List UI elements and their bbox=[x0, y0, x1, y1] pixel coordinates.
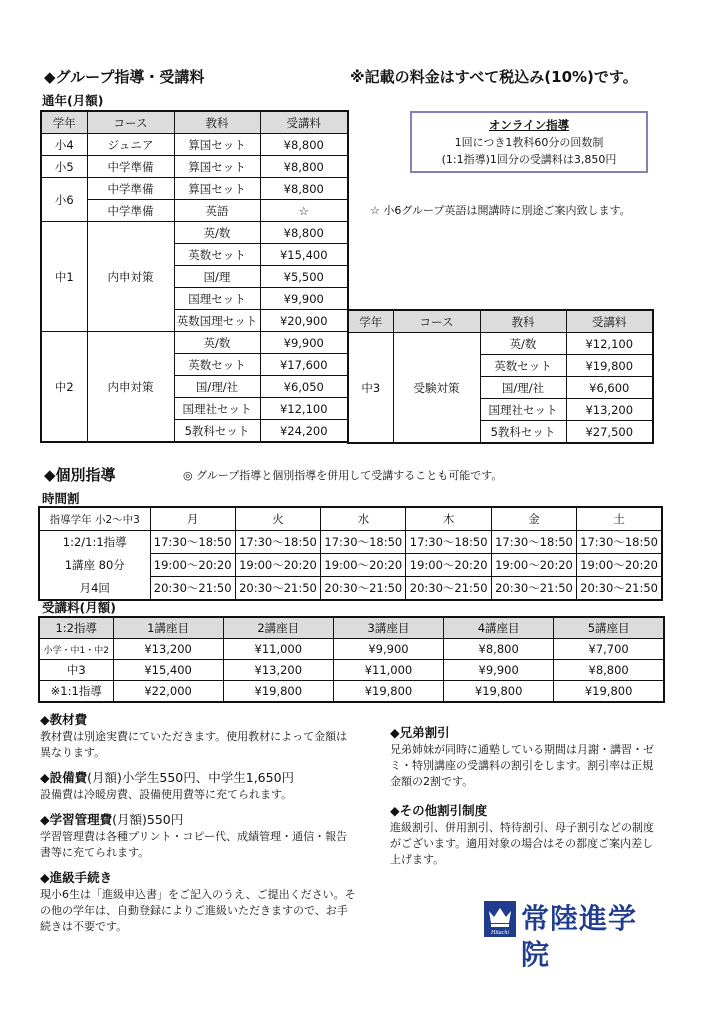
online-info-box bbox=[410, 111, 648, 173]
fee-cell: ¥8,800 bbox=[444, 639, 554, 660]
group-section-title: ◆グループ指導・受講料 bbox=[44, 68, 205, 86]
fee-cell: ¥19,800 bbox=[333, 681, 443, 703]
timetable-grade-header: 指導学年 小2〜中3 bbox=[39, 507, 150, 531]
table-header-row bbox=[41, 111, 348, 134]
day-cell: 水 bbox=[321, 507, 406, 531]
sibling-title: ◆兄弟割引 bbox=[390, 725, 450, 740]
other-discount-body: 進級割引、併用割引、特待割引、母子割引などの制度がございます。適用対象の場合はその都度ご案内差し上げます。 bbox=[390, 821, 654, 866]
subject-cell: 英/数 bbox=[480, 333, 566, 355]
tax-note: ※記載の料金はすべて税込み(10%)です。 bbox=[350, 68, 638, 86]
group-fee-table bbox=[40, 110, 349, 443]
slot-cell: 17:30〜18:50 bbox=[321, 531, 406, 554]
emblem-text: Hitachi bbox=[491, 930, 509, 936]
grade-cell: 小4 bbox=[41, 134, 87, 156]
price-cell: ¥5,500 bbox=[260, 266, 348, 288]
header-grade: 学年 bbox=[348, 310, 393, 333]
facility-title-rest: (月額)小学生550円、中学生1,650円 bbox=[87, 770, 295, 785]
info-cell: 1:2/1:1指導 bbox=[39, 531, 150, 554]
slot-cell: 17:30〜18:50 bbox=[406, 531, 491, 554]
day-cell: 土 bbox=[577, 507, 662, 531]
timetable-title: 時間割 bbox=[42, 491, 80, 506]
header-course: コース bbox=[393, 310, 480, 333]
online-line-1: 1回につき1教科60分の回数制 bbox=[454, 136, 604, 149]
fee-cell: ¥7,700 bbox=[554, 639, 664, 660]
course-cell: 内申対策 bbox=[87, 222, 174, 332]
fee-cell: ¥11,000 bbox=[333, 660, 443, 681]
slot-cell: 17:30〜18:50 bbox=[235, 531, 320, 554]
promotion-note bbox=[40, 869, 358, 935]
group-subtitle: 通年(月額) bbox=[42, 93, 104, 108]
price-cell: ¥8,800 bbox=[260, 134, 348, 156]
price-cell: ¥12,100 bbox=[260, 398, 348, 420]
day-cell: 月 bbox=[150, 507, 235, 531]
header-grade: 学年 bbox=[41, 111, 87, 134]
course-cell: 中学準備 bbox=[87, 200, 174, 222]
sibling-note bbox=[390, 724, 662, 790]
fee-header-cell: 4講座目 bbox=[444, 617, 554, 639]
subject-cell: 英数セット bbox=[480, 355, 566, 377]
slot-cell: 20:30〜21:50 bbox=[491, 577, 576, 601]
combo-note: ◎ グループ指導と個別指導を併用して受講することも可能です。 bbox=[183, 469, 503, 482]
price-cell: ¥9,900 bbox=[260, 332, 348, 354]
table-row bbox=[41, 134, 348, 156]
fee-cell: ¥13,200 bbox=[223, 660, 333, 681]
price-cell: ¥15,400 bbox=[260, 244, 348, 266]
subject-cell: 算国セット bbox=[174, 156, 260, 178]
logo-text: 常陸進学院 bbox=[521, 902, 638, 971]
management-note bbox=[40, 811, 358, 861]
fee-row-label: 中3 bbox=[39, 660, 113, 681]
subject-cell: 国理社セット bbox=[174, 398, 260, 420]
slot-cell: 17:30〜18:50 bbox=[150, 531, 235, 554]
sibling-body: 兄弟姉妹が同時に通塾している期間は月謝・講習・ゼミ・特別講座の受講料の割引をします。割引率は正規金額の2割です。 bbox=[390, 743, 654, 788]
slot-cell: 20:30〜21:50 bbox=[577, 577, 662, 601]
price-cell: ¥12,100 bbox=[566, 333, 653, 355]
facility-body: 設備費は冷暖房費、設備使用費等に充てられます。 bbox=[40, 788, 293, 801]
subject-cell: 英数セット bbox=[174, 354, 260, 376]
fee-row bbox=[39, 639, 664, 660]
table-header-row bbox=[348, 310, 653, 333]
table-row bbox=[348, 333, 653, 355]
timetable-row bbox=[39, 531, 662, 554]
subject-cell: 国/理/社 bbox=[174, 376, 260, 398]
individual-section-title: ◆個別指導 bbox=[44, 466, 116, 484]
fee-cell: ¥19,800 bbox=[554, 681, 664, 703]
slot-cell: 19:00〜20:20 bbox=[321, 554, 406, 577]
price-cell: ¥20,900 bbox=[260, 310, 348, 332]
grade-cell: 小6 bbox=[41, 178, 87, 222]
slot-cell: 19:00〜20:20 bbox=[235, 554, 320, 577]
course-cell: 受験対策 bbox=[393, 333, 480, 444]
other-discount-title: ◆その他割引制度 bbox=[390, 803, 488, 818]
subject-cell: 英数セット bbox=[174, 244, 260, 266]
online-line-2: (1:1指導)1回分の受講料は3,850円 bbox=[441, 153, 617, 166]
fee-row bbox=[39, 660, 664, 681]
individual-fee-table bbox=[38, 616, 665, 703]
management-title-rest: (月額)550円 bbox=[112, 812, 184, 827]
slot-cell: 17:30〜18:50 bbox=[491, 531, 576, 554]
timetable-row bbox=[39, 577, 662, 601]
info-cell: 1講座 80分 bbox=[39, 554, 150, 577]
price-cell: ¥9,900 bbox=[260, 288, 348, 310]
price-cell: ¥19,800 bbox=[566, 355, 653, 377]
fee-cell: ¥9,900 bbox=[333, 639, 443, 660]
subject-cell: 英/数 bbox=[174, 222, 260, 244]
group-fee-table-c3 bbox=[347, 309, 654, 444]
fee-cell: ¥19,800 bbox=[444, 681, 554, 703]
price-cell: ¥6,600 bbox=[566, 377, 653, 399]
slot-cell: 20:30〜21:50 bbox=[406, 577, 491, 601]
price-cell: ¥27,500 bbox=[566, 421, 653, 444]
table-row bbox=[41, 156, 348, 178]
facility-note bbox=[40, 769, 358, 803]
fee-cell: ¥11,000 bbox=[223, 639, 333, 660]
fee-row-label: ※1:1指導 bbox=[39, 681, 113, 703]
price-cell: ¥6,050 bbox=[260, 376, 348, 398]
slot-cell: 20:30〜21:50 bbox=[321, 577, 406, 601]
timetable bbox=[38, 506, 663, 601]
header-course: コース bbox=[87, 111, 174, 134]
slot-cell: 19:00〜20:20 bbox=[150, 554, 235, 577]
management-title-line bbox=[40, 811, 358, 829]
table-row bbox=[41, 332, 348, 354]
grade-cell: 中3 bbox=[348, 333, 393, 444]
fee-header-cell: 1:2指導 bbox=[39, 617, 113, 639]
management-body: 学習管理費は各種プリント・コピー代、成績管理・通信・報告書等に充てられます。 bbox=[40, 830, 348, 859]
subject-cell: 国理社セット bbox=[480, 399, 566, 421]
course-cell: 中学準備 bbox=[87, 156, 174, 178]
subject-cell: 国/理 bbox=[174, 266, 260, 288]
fee-row bbox=[39, 681, 664, 703]
price-cell: ¥17,600 bbox=[260, 354, 348, 376]
fee-title: 受講料(月額) bbox=[42, 600, 116, 615]
course-cell: ジュニア bbox=[87, 134, 174, 156]
grade-cell: 小5 bbox=[41, 156, 87, 178]
fee-row-label: 小学・中1・中2 bbox=[39, 639, 113, 660]
grade-cell: 中1 bbox=[41, 222, 87, 332]
timetable-header-row bbox=[39, 507, 662, 531]
notes-right bbox=[390, 724, 662, 868]
course-cell: 中学準備 bbox=[87, 178, 174, 200]
header-price: 受講料 bbox=[260, 111, 348, 134]
facility-title-line bbox=[40, 769, 358, 787]
fee-header-cell: 2講座目 bbox=[223, 617, 333, 639]
table-row bbox=[41, 178, 348, 200]
header-subject: 教科 bbox=[174, 111, 260, 134]
price-cell: ¥8,800 bbox=[260, 222, 348, 244]
price-cell: ¥24,200 bbox=[260, 420, 348, 443]
slot-cell: 20:30〜21:50 bbox=[235, 577, 320, 601]
subject-cell: 英語 bbox=[174, 200, 260, 222]
price-cell: ¥13,200 bbox=[566, 399, 653, 421]
subject-cell: 5教科セット bbox=[174, 420, 260, 443]
crown-emblem-icon bbox=[483, 900, 517, 938]
slot-cell: 19:00〜20:20 bbox=[406, 554, 491, 577]
fee-cell: ¥15,400 bbox=[113, 660, 223, 681]
material-body: 教材費は別途実費にていただきます。使用教材によって金額は異なります。 bbox=[40, 730, 348, 759]
slot-cell: 20:30〜21:50 bbox=[150, 577, 235, 601]
timetable-row bbox=[39, 554, 662, 577]
other-discount-note bbox=[390, 802, 662, 868]
slot-cell: 19:00〜20:20 bbox=[491, 554, 576, 577]
table-row bbox=[41, 200, 348, 222]
management-title: ◆学習管理費 bbox=[40, 812, 113, 827]
facility-title: ◆設備費 bbox=[40, 770, 88, 785]
day-cell: 火 bbox=[235, 507, 320, 531]
subject-cell: 英数国理セット bbox=[174, 310, 260, 332]
online-title: オンライン指導 bbox=[488, 118, 570, 132]
subject-cell: 算国セット bbox=[174, 134, 260, 156]
price-cell: ¥8,800 bbox=[260, 178, 348, 200]
material-note bbox=[40, 711, 358, 761]
price-cell: ☆ bbox=[260, 200, 348, 222]
fee-header-cell: 3講座目 bbox=[333, 617, 443, 639]
day-cell: 金 bbox=[491, 507, 576, 531]
price-cell: ¥8,800 bbox=[260, 156, 348, 178]
subject-cell: 英/数 bbox=[174, 332, 260, 354]
school-logo bbox=[483, 899, 663, 971]
fee-cell: ¥13,200 bbox=[113, 639, 223, 660]
table-row bbox=[41, 222, 348, 244]
fee-cell: ¥19,800 bbox=[223, 681, 333, 703]
notes-left bbox=[40, 711, 358, 935]
slot-cell: 19:00〜20:20 bbox=[577, 554, 662, 577]
material-title: ◆教材費 bbox=[40, 712, 88, 727]
subject-cell: 国理セット bbox=[174, 288, 260, 310]
subject-cell: 国/理/社 bbox=[480, 377, 566, 399]
header-subject: 教科 bbox=[480, 310, 566, 333]
slot-cell: 17:30〜18:50 bbox=[577, 531, 662, 554]
info-cell: 月4回 bbox=[39, 577, 150, 601]
course-cell: 内申対策 bbox=[87, 332, 174, 443]
fee-cell: ¥22,000 bbox=[113, 681, 223, 703]
subject-cell: 5教科セット bbox=[480, 421, 566, 444]
header-price: 受講料 bbox=[566, 310, 653, 333]
fee-header-row bbox=[39, 617, 664, 639]
fee-header-cell: 1講座目 bbox=[113, 617, 223, 639]
promotion-title: ◆進級手続き bbox=[40, 870, 113, 885]
fee-cell: ¥8,800 bbox=[554, 660, 664, 681]
fee-header-cell: 5講座目 bbox=[554, 617, 664, 639]
day-cell: 木 bbox=[406, 507, 491, 531]
star-note: ☆ 小6グループ英語は開講時に別途ご案内致します。 bbox=[370, 204, 631, 217]
grade-cell: 中2 bbox=[41, 332, 87, 443]
fee-cell: ¥9,900 bbox=[444, 660, 554, 681]
promotion-body: 現小6生は「進級申込書」をご記入のうえ、ご提出ください。その他の学年は、自動登録によりご進級いただきますので、お手続きは不要です。 bbox=[40, 888, 356, 933]
subject-cell: 算国セット bbox=[174, 178, 260, 200]
